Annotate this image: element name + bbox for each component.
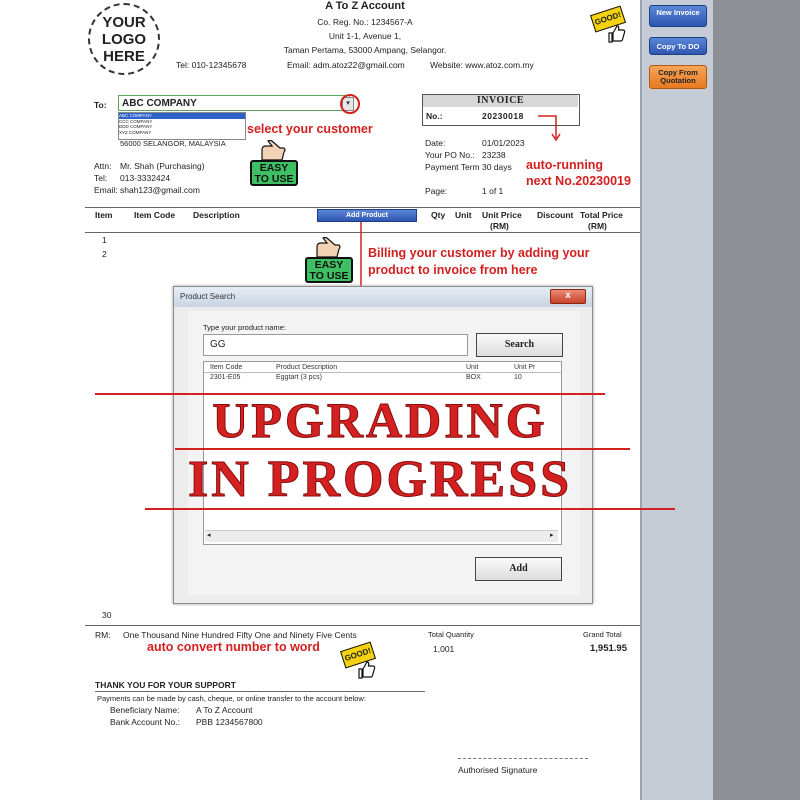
row-number: 2 [102, 249, 107, 259]
company-tel: Tel: 010-12345678 [176, 60, 247, 70]
workspace-background [713, 0, 800, 800]
col-unit-price: Unit Price [482, 210, 522, 220]
grand-total-label: Grand Total [583, 630, 622, 639]
total-qty-label: Total Quantity [428, 630, 474, 639]
date-label: Date: [425, 138, 446, 148]
beneficiary-label: Beneficiary Name: [110, 705, 180, 715]
page-value: 1 of 1 [482, 186, 504, 196]
thumbs-up-icon [606, 24, 626, 44]
close-button[interactable]: x [550, 289, 586, 304]
scroll-left-icon[interactable]: ◂ [207, 532, 211, 539]
customer-email: shah123@gmail.com [120, 185, 200, 195]
chevron-down-icon[interactable]: ▾ [342, 97, 354, 111]
invoice-title: INVOICE [423, 95, 578, 107]
company-address-2: Taman Pertama, 53000 Ampang, Selangor. [283, 45, 447, 55]
company-address-1: Unit 1-1, Avenue 1, [328, 31, 402, 41]
rm-label: RM: [95, 630, 111, 640]
dropdown-option[interactable]: XYZ COMPANY [119, 129, 152, 135]
invoice-no-label: No.: [426, 111, 443, 121]
col-description: Description [193, 210, 240, 220]
attn-label: Attn: [94, 161, 112, 171]
easy-to-use-badge-1 [250, 140, 298, 188]
to-label: To: [94, 100, 107, 110]
po-value: 23238 [482, 150, 506, 160]
list-header-divider [204, 372, 561, 373]
customer-dropdown-list[interactable] [118, 112, 246, 140]
thank-you-text: THANK YOU FOR YOUR SUPPORT [95, 680, 236, 690]
term-label: Payment Term [425, 162, 480, 172]
pointing-hand-icon [313, 237, 343, 259]
product-search-input[interactable]: GG [203, 334, 468, 356]
copy-to-do-button[interactable]: Copy To DO [649, 37, 707, 55]
customer-tel-label: Tel: [94, 173, 108, 183]
bank-account-label: Bank Account No.: [110, 717, 180, 727]
banner-line-bottom [145, 508, 675, 510]
total-qty: 1,001 [433, 644, 455, 654]
search-button[interactable]: Search [476, 333, 563, 357]
thumbs-up-icon [356, 660, 376, 680]
col-desc-header: Product Description [276, 364, 338, 371]
good-badge-bottom [342, 646, 382, 686]
pointing-hand-icon [258, 140, 288, 162]
col-unit-price-rm: (RM) [490, 221, 509, 231]
easy-badge-text: EASY TO USE [250, 160, 298, 186]
totals-divider [85, 625, 640, 626]
col-code-header: Item Code [210, 364, 243, 371]
customer-email-label: Email: [94, 185, 118, 195]
arrow-icon [536, 112, 566, 142]
signature-line [458, 758, 588, 759]
copy-from-quotation-button[interactable]: Copy From Quotation [649, 65, 707, 89]
col-total-price-rm: (RM) [588, 221, 607, 231]
search-prompt: Type your product name: [203, 323, 286, 332]
result-price[interactable]: 10 [514, 374, 522, 381]
col-qty: Qty [431, 210, 446, 220]
dialog-title: Product Search [174, 287, 592, 307]
customer-tel: 013-3332424 [120, 173, 171, 183]
horizontal-scrollbar[interactable] [205, 530, 558, 542]
col-total-price: Total Price [580, 210, 623, 220]
note-auto-running-2: next No.20230019 [526, 174, 631, 188]
row-number-last: 30 [102, 610, 112, 620]
scroll-right-icon[interactable]: ▸ [550, 532, 554, 539]
note-billing-1: Billing your customer by adding your [368, 246, 590, 260]
banner-line-1: UPGRADING [212, 392, 548, 448]
note-select-customer: select your customer [247, 122, 373, 136]
col-item: Item [95, 210, 113, 220]
note-auto-running-1: auto-running [526, 158, 604, 172]
row-number: 1 [102, 235, 107, 245]
note-billing-2: product to invoice from here [368, 263, 538, 277]
good-tag: GOOD! [590, 5, 626, 32]
grand-total: 1,951.95 [590, 643, 627, 654]
add-button[interactable]: Add [475, 557, 562, 581]
amount-in-words: One Thousand Nine Hundred Fifty One and Ninety Five Cents [123, 630, 357, 640]
col-discount: Discount [537, 210, 574, 220]
company-email: Email: adm.atoz22@gmail.com [287, 60, 405, 70]
easy-to-use-badge-2 [305, 237, 353, 285]
company-website: Website: www.atoz.com.my [430, 60, 534, 70]
date-value: 01/01/2023 [482, 138, 525, 148]
footer-divider [95, 691, 425, 692]
result-unit[interactable]: BOX [466, 374, 481, 381]
payment-note: Payments can be made by cash, cheque, or online transfer to the account below: [97, 694, 366, 703]
new-invoice-button[interactable]: New Invoice [649, 5, 707, 27]
dropdown-option[interactable]: DDD COMPANY [119, 124, 153, 129]
company-reg-no: Co. Reg. No.: 1234567-A [317, 17, 413, 27]
po-label: Your PO No.: [425, 150, 475, 160]
beneficiary-name: A To Z Account [196, 705, 253, 715]
banner-line-2: IN PROGRESS [187, 451, 573, 508]
invoice-no: 20230018 [482, 111, 524, 121]
company-logo [88, 3, 160, 75]
col-item-code: Item Code [134, 210, 176, 220]
add-product-button[interactable]: Add Product [317, 209, 417, 222]
highlight-circle [340, 94, 360, 114]
result-desc[interactable]: Eggtart (3 pcs) [276, 374, 322, 381]
result-code[interactable]: 2301-E05 [210, 374, 241, 381]
bank-account-no: PBB 1234567800 [196, 717, 263, 727]
banner-line-middle [175, 448, 630, 450]
logo-line-3: HERE [103, 48, 145, 65]
attn-value: Mr. Shah (Purchasing) [120, 161, 205, 171]
note-auto-convert: auto convert number to word [147, 640, 320, 654]
term-value: 30 days [482, 162, 512, 172]
col-unit-header: Unit [466, 364, 479, 371]
authorised-signature: Authorised Signature [458, 765, 538, 775]
easy-badge-text: EASY TO USE [305, 257, 353, 283]
dropdown-option[interactable]: CCC COMPANY [119, 118, 153, 124]
logo-line-2: LOGO [101, 31, 147, 48]
page-label: Page: [425, 186, 448, 196]
col-unit: Unit [455, 210, 472, 220]
logo-line-1: YOUR [102, 14, 146, 31]
col-price-header: Unit Pr [514, 364, 536, 371]
customer-address: 56000 SELANGOR, MALAYSIA [120, 139, 226, 148]
good-badge-top [592, 10, 632, 50]
good-tag: GOOD! [340, 641, 376, 668]
customer-select[interactable]: ABC COMPANY [118, 95, 350, 111]
company-name: A To Z Account [325, 0, 405, 12]
dropdown-option[interactable]: ABC COMPANY [119, 113, 245, 119]
